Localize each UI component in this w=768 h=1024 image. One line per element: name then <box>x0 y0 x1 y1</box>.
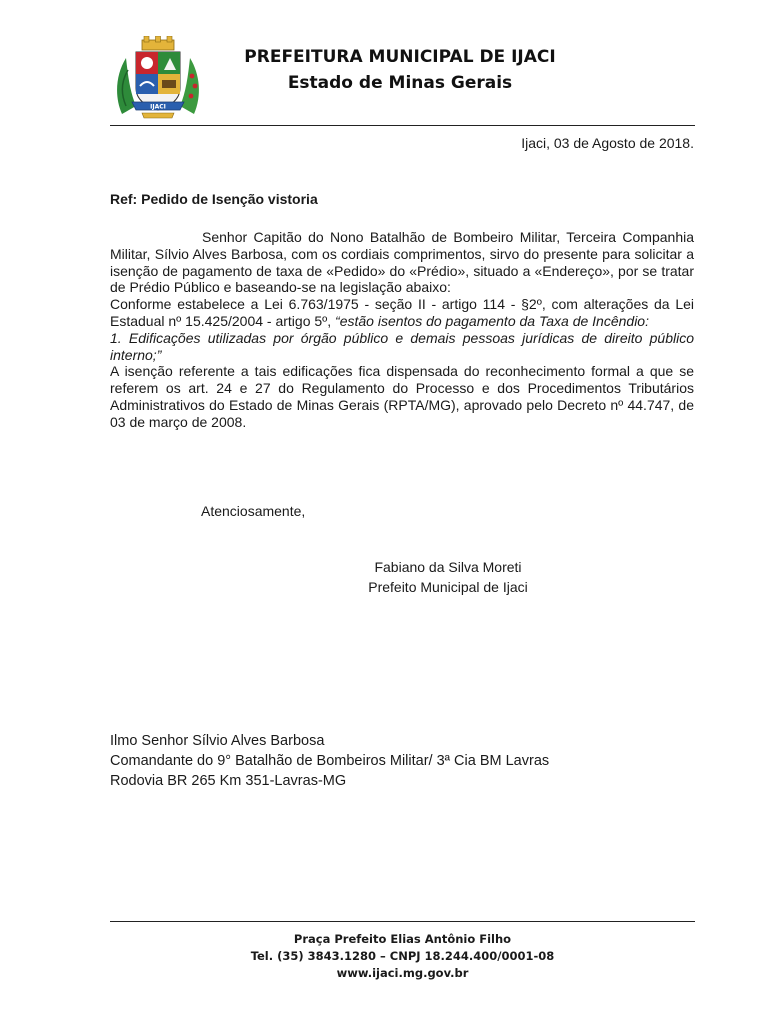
paragraph-exemption-item: 1. Edificações utilizadas por órgão público e demais pessoas jurídicas de direito público interno;” <box>110 329 694 363</box>
recipient-line: Rodovia BR 265 Km 351-Lavras-MG <box>110 773 347 789</box>
crest-banner-text: IJACI <box>150 103 166 111</box>
header-title: PREFEITURA MUNICIPAL DE IJACI <box>244 47 556 67</box>
paragraph-legislation <box>110 296 694 330</box>
header-subtitle: Estado de Minas Gerais <box>287 73 513 93</box>
header-divider <box>110 125 695 126</box>
paragraph-request: Senhor Capitão do Nono Batalhão de Bombeiro Militar, Terceira Companhia Militar, Sílvio Alves Barbosa, com os cordiais comprimentos, sirvo do presente para solicitar a isenção de pagamento de taxa de «Pedido» do «Prédio», situado a «Endereço», por se tratar de Prédio Público e baseando-se na legislação abaixo: <box>110 229 694 296</box>
footer-address: Praça Prefeito Elias Antônio Filho <box>293 932 512 946</box>
signer-title: Prefeito Municipal de Ijaci <box>368 579 528 595</box>
closing-salutation: Atenciosamente, <box>201 503 306 519</box>
signer-name: Fabiano da Silva Moreti <box>374 559 522 575</box>
legislation-quote: “estão isentos do pagamento da Taxa de Incêndio: <box>335 312 649 329</box>
footer-website: www.ijaci.mg.gov.br <box>336 966 469 980</box>
legislation-lead: Conforme estabelece a Lei 6.763/1975 - seção II - artigo 114 - §2º, com alterações da Lei Estadual nº 15.425/2004 - artigo 5º, <box>110 296 694 329</box>
footer-divider <box>110 921 695 922</box>
footer-contact: Tel. (35) 3843.1280 – CNPJ 18.244.400/0001-08 <box>250 949 555 963</box>
paragraph-exemption-note: A isenção referente a tais edificações fica dispensada do reconhecimento formal a que se referem os art. 24 e 27 do Regulamento do Processo e dos Procedimentos Tributários Administrativos do Estado de Minas Gerais (RPTA/MG), aprovado pelo Decreto nº 44.747, de 03 de março de 2008. <box>110 363 694 430</box>
letter-date: Ijaci, 03 de Agosto de 2018. <box>521 135 694 151</box>
letter-reference: Ref: Pedido de Isenção vistoria <box>110 191 318 207</box>
letter-body <box>110 229 694 431</box>
recipient-line: Comandante do 9° Batalhão de Bombeiros Militar/ 3ª Cia BM Lavras <box>110 753 550 769</box>
recipient-line: Ilmo Senhor Sílvio Alves Barbosa <box>110 733 325 749</box>
